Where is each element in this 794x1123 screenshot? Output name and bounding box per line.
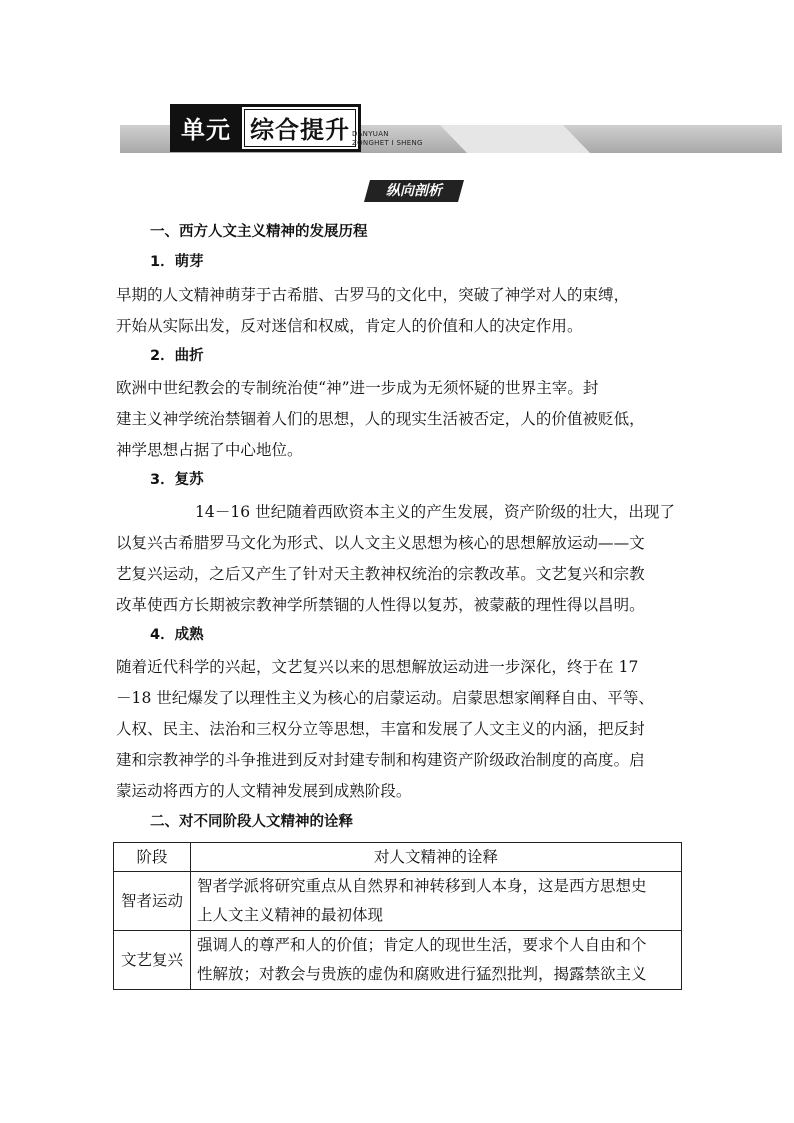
section2-heading: 二、对不同阶段人文精神的诠释 xyxy=(150,814,353,830)
table-cell-line: 强调人的尊严和人的价值；肯定人的现世生活，要求个人自由和个 xyxy=(197,936,647,954)
item4-line5: 蒙运动将西方的人文精神发展到成熟阶段。 xyxy=(116,782,412,800)
table-header-interpretation: 对人文精神的诠释 xyxy=(191,843,682,872)
item1-line1: 早期的人文精神萌芽于古希腊、古罗马的文化中，突破了神学对人的束缚， xyxy=(116,286,630,304)
item4-line3: 人权、民主、法治和三权分立等思想，丰富和发展了人文主义的内涵，把反封 xyxy=(116,720,645,738)
table-row xyxy=(114,931,682,990)
table-cell-stage: 智者运动 xyxy=(114,872,191,931)
table-cell-interpretation xyxy=(191,872,682,931)
item3-line4: 改革使西方长期被宗教神学所禁锢的人性得以复苏，被蒙蔽的理性得以昌明。 xyxy=(116,596,645,614)
unit-banner xyxy=(120,104,782,156)
table-header-row xyxy=(114,843,682,872)
item4-heading: 4．成熟 xyxy=(150,627,204,643)
section-tag xyxy=(364,180,464,202)
table-cell-line: 性解放；对教会与贵族的虚伪和腐败进行猛烈批判，揭露禁欲主义 xyxy=(197,965,647,983)
item3-line2: 以复兴古希腊罗马文化为形式、以人文主义思想为核心的思想解放运动——文 xyxy=(116,534,645,552)
item2-heading: 2．曲折 xyxy=(150,348,204,364)
section-tag-label: 纵向剖析 xyxy=(386,183,442,199)
banner-pinyin-line2: ZONGHET I SHENG xyxy=(352,139,423,147)
item1-heading: 1．萌芽 xyxy=(150,254,204,270)
item4-line1: 随着近代科学的兴起，文艺复兴以来的思想解放运动进一步深化，终于在 17 xyxy=(116,658,639,676)
banner-pinyin-line1: DANYUAN xyxy=(352,130,389,138)
item2-line3: 神学思想占据了中心地位。 xyxy=(116,441,303,459)
table-row xyxy=(114,872,682,931)
item2-line1: 欧洲中世纪教会的专制统治使“神”进一步成为无须怀疑的世界主宰。封 xyxy=(116,379,599,397)
unit-title-part-b: 综合提升 xyxy=(242,104,361,152)
table-header-stage: 阶段 xyxy=(114,843,191,872)
unit-title-part-a: 单元 xyxy=(170,104,242,152)
section1-heading: 一、西方人文主义精神的发展历程 xyxy=(150,224,368,240)
item1-line2: 开始从实际出发，反对迷信和权威，肯定人的价值和人的决定作用。 xyxy=(116,317,583,335)
banner-pinyin xyxy=(352,130,423,148)
item2-line2: 建主义神学统治禁锢着人们的思想，人的现实生活被否定，人的价值被贬低， xyxy=(116,410,645,428)
interpretation-table xyxy=(113,842,682,990)
table-cell-line: 智者学派将研究重点从自然界和神转移到人本身，这是西方思想史 xyxy=(197,877,647,895)
item3-line1: 14－16 世纪随着西欧资本主义的产生发展，资产阶级的壮大，出现了 xyxy=(195,503,676,521)
item3-heading: 3．复苏 xyxy=(150,472,204,488)
table-cell-interpretation xyxy=(191,931,682,990)
item3-line3: 艺复兴运动，之后又产生了针对天主教神权统治的宗教改革。文艺复兴和宗教 xyxy=(116,565,645,583)
table-cell-stage: 文艺复兴 xyxy=(114,931,191,990)
item4-line2: －18 世纪爆发了以理性主义为核心的启蒙运动。启蒙思想家阐释自由、平等、 xyxy=(116,689,654,707)
table-cell-line: 上人文主义精神的最初体现 xyxy=(197,906,384,924)
item4-line4: 建和宗教神学的斗争推进到反对封建专制和构建资产阶级政治制度的高度。启 xyxy=(116,751,645,769)
